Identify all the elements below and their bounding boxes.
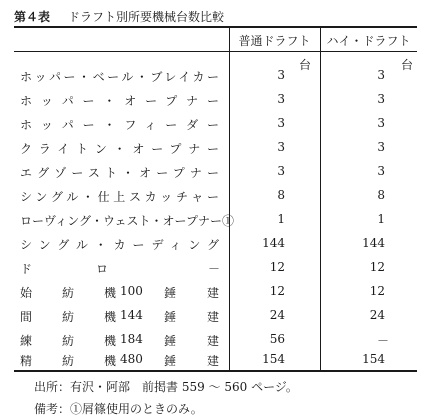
table-row	[0, 164, 431, 184]
value-normal: 144	[262, 236, 285, 250]
row-label-spindles: 184	[120, 332, 143, 346]
row-label-spindles: 144	[120, 308, 143, 322]
table-title	[14, 8, 224, 25]
value-normal: 12	[269, 260, 285, 274]
table-number: 第４表	[14, 10, 51, 24]
row-label: ホッパー・オープナー	[20, 94, 219, 108]
value-high: 154	[362, 352, 385, 366]
value-high: 8	[377, 188, 385, 202]
table-row	[0, 188, 431, 208]
unit-label-normal: 台	[299, 58, 312, 72]
row-label-spindles: 100	[120, 284, 143, 298]
value-high: 24	[369, 308, 385, 322]
value-high: 12	[369, 284, 385, 298]
row-label-machine: 練紡機	[20, 334, 116, 348]
row-label-machine: 間紡機	[20, 310, 116, 324]
table-row	[0, 284, 431, 304]
row-label: シングル・カーディング	[20, 238, 219, 252]
table-row	[0, 116, 431, 136]
value-high: 3	[377, 92, 385, 106]
value-high: 12	[369, 260, 385, 274]
row-label-part-right: －	[208, 262, 221, 276]
unit-label-high: 台	[401, 58, 414, 72]
row-label-machine: 精紡機	[20, 354, 116, 368]
row-label-part-mid: ロ	[96, 262, 109, 276]
table-row	[0, 260, 431, 280]
value-high: －	[376, 334, 389, 348]
column-header-high-draft: ハイ・ドラフト	[326, 34, 411, 48]
row-label: クライトン・オープナー	[20, 142, 219, 156]
column-header-normal-draft: 普通ドラフト	[238, 34, 311, 48]
row-label-unit: 錘建	[164, 310, 219, 324]
value-normal: 3	[277, 68, 285, 82]
value-normal: 12	[269, 284, 285, 298]
value-high: 1	[377, 212, 385, 226]
row-label-spindles: 480	[120, 352, 143, 366]
row-label-unit: 錘建	[164, 354, 219, 368]
table-row	[0, 68, 431, 88]
header-rule	[14, 51, 417, 52]
top-rule	[14, 26, 417, 28]
value-normal: 154	[262, 352, 285, 366]
row-label-part-left: ド	[20, 262, 33, 276]
row-label-machine: 始紡機	[20, 286, 116, 300]
table-row	[0, 140, 431, 160]
value-high: 144	[362, 236, 385, 250]
table-caption: ドラフト別所要機械台数比較	[68, 10, 225, 24]
row-label: ホッパー・ベール・ブレイカー	[20, 70, 219, 84]
value-normal: 56	[269, 332, 285, 346]
value-high: 3	[377, 164, 385, 178]
row-label: エグゾースト・オープナー	[20, 166, 219, 180]
value-normal: 3	[277, 116, 285, 130]
value-normal: 3	[277, 164, 285, 178]
table-row	[0, 308, 431, 328]
table-row	[0, 332, 431, 352]
row-label: ローヴィング・ウェスト・オープナー①	[20, 214, 234, 228]
value-normal: 3	[277, 140, 285, 154]
value-high: 3	[377, 140, 385, 154]
table-row	[0, 236, 431, 256]
row-label-unit: 錘建	[164, 334, 219, 348]
value-high: 3	[377, 68, 385, 82]
value-normal: 8	[277, 188, 285, 202]
table-row	[0, 212, 431, 232]
row-label: ホッパー・フィーダー	[20, 118, 219, 132]
value-normal: 3	[277, 92, 285, 106]
row-label: シングル・仕上スカッチャー	[20, 190, 219, 204]
row-label-unit: 錘建	[164, 286, 219, 300]
table-row	[0, 92, 431, 112]
value-high: 3	[377, 116, 385, 130]
remarks-note: 備考：①屑篠使用のときのみ。	[34, 402, 203, 416]
value-normal: 24	[269, 308, 285, 322]
source-note: 出所：有沢・阿部 前掲書 559 ～ 560 ページ。	[34, 380, 298, 394]
table-row	[0, 352, 431, 372]
value-normal: 1	[277, 212, 285, 226]
